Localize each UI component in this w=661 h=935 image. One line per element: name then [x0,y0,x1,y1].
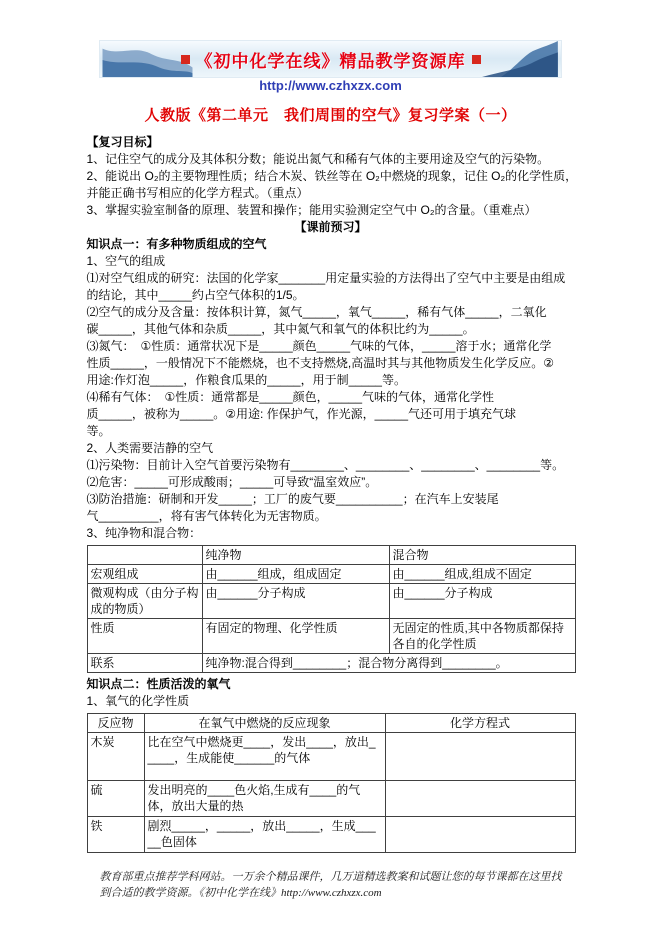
review-goal-line: 3、掌握实验室制备的原理、装置和操作；能用实验测定空气中 O₂的含量。（重难点） [86,203,537,217]
banner-title [175,47,487,72]
kp1-line: 等。 [86,424,111,438]
phenomenon-cell: 剧烈_____，_____，放出_____，生成_____色固体 [144,817,385,853]
oxygen-reactions-table [87,713,576,853]
review-goal-line: 并能正确书写相应的化学方程式。（重点） [86,186,309,200]
reactant-cell: 硫 [87,781,144,817]
phenomenon-cell: 比在空气中燃烧更____，发出____，放出_____，生成能使______的气体 [144,733,385,781]
equation-cell [385,781,575,817]
kp1-line: 3、纯净物和混合物： [86,526,202,540]
kp1-line: 用途:作灯泡_____，作粮食瓜果的_____，用于制_____等。 [86,373,406,387]
kp1-line: ⑴污染物：目前计入空气首要污染物有________、________、________、________等。 [86,458,565,472]
kp1-line: 碳_____，其他气体和杂质_____，其中氮气和氧气的体积比约为_____。 [86,322,475,336]
preview-heading: 【课前预习】 [294,220,367,234]
kp1-line: ⑴对空气组成的研究：法国的化学家_______用定量实验的方法得出了空气中主要是由组成 [86,271,566,285]
table-header-pure-cell: 纯净物 [202,546,389,565]
site-footer [100,869,562,901]
table-row [87,714,575,733]
review-goal-line: 2、能说出 O₂的主要物理性质；结合木炭、铁丝等在 O₂中燃烧的现象，记住 O₂的化学性质， [86,169,578,183]
pure-vs-mixture-table [87,545,576,673]
kp1-line: 气_________，将有害气体转化为无害物质。 [86,509,327,523]
document-body [86,134,578,853]
seal-icon [472,55,481,64]
reactant-header-cell: 反应物 [87,714,144,733]
kp1-line: ⑵危害：_____可形成酸雨；_____可导致“温室效应”。 [86,475,378,489]
kp1-line: ⑷稀有气体： ①性质：通常都是_____颜色，_____气味的气体，通常化学性 [86,390,494,404]
table-header-mixture-cell: 混合物 [389,546,575,565]
review-goal-line: 1、记住空气的成分及其体积分数；能说出氮气和稀有气体的主要用途及空气的污染物。 [86,152,550,166]
reactant-cell: 铁 [87,817,144,853]
kp2-subheading: 1、氧气的化学性质 [86,694,190,708]
relation-cell: 纯净物:混合得到________；混合物分离得到________。 [202,654,575,673]
row-label-cell: 宏观组成 [87,565,202,584]
banner-url [0,78,661,94]
banner-title-text: 《初中化学在线》精品教学资源库 [195,51,466,71]
pure-cell: 由______分子构成 [202,584,389,619]
row-label-cell: 联系 [87,654,202,673]
reactant-cell: 木炭 [87,733,144,781]
kp1-line: ⑵空气的成分及含量：按体积计算，氮气_____，氧气_____，稀有气体_____，二氧化 [86,305,547,319]
kp1-line: ⑶防治措施：研制和开发_____；工厂的废气要__________；在汽车上安装尾 [86,492,499,506]
kp1-line: ⑶氮气： ①性质：通常状况下是_____颜色_____气味的气体，_____溶于水；通常化学 [86,339,552,353]
page-title: 人教版《第二单元 我们周围的空气》复习学案（一） [144,107,517,124]
equation-cell [385,733,575,781]
pure-cell: 由______组成，组成固定 [202,565,389,584]
phenomenon-cell: 发出明亮的____色火焰,生成有____的气体，放出大量的热 [144,781,385,817]
seal-icon [181,55,190,64]
site-url-link[interactable]: http://www.czhxzx.com [259,78,402,93]
mixture-cell: 由______组成,组成不固定 [389,565,575,584]
kp1-line: 1、空气的组成 [86,254,166,268]
pure-cell: 有固定的物理、化学性质 [202,619,389,654]
equation-header-cell: 化学方程式 [385,714,575,733]
row-label-cell: 微观构成（由分子构成的物质） [87,584,202,619]
kp1-line: 性质_____，一般情况下不能燃烧，也不支持燃烧,高温时其与其他物质发生化学反应。② [86,356,554,370]
kp1-line: 2、人类需要洁静的空气 [86,441,214,455]
kp1-line: 质_____，被称为_____。②用途: 作保护气，作光源，_____气还可用于填充气球 [86,407,517,421]
review-goals-heading: 【复习目标】 [86,135,159,149]
table-row [87,546,575,565]
table-row [87,619,575,654]
knowledge-point-2-heading: 知识点二：性质活泼的氧气 [86,677,231,691]
table-row [87,733,575,781]
mixture-cell: 由______分子构成 [389,584,575,619]
table-row [87,817,575,853]
mixture-cell: 无固定的性质,其中各物质都保持各自的化学性质 [389,619,575,654]
table-row [87,654,575,673]
table-row [87,781,575,817]
footer-url-link[interactable]: http://www.czhxzx.com [281,887,382,899]
row-label-cell: 性质 [87,619,202,654]
kp1-line: 的结论，其中_____约占空气体积的1/5。 [86,288,305,302]
table-row [87,565,575,584]
equation-cell [385,817,575,853]
table-row [87,584,575,619]
site-banner [99,40,562,78]
table-header-blank-cell [87,546,202,565]
knowledge-point-1-heading: 知识点一：有多种物质组成的空气 [86,237,267,251]
phenomenon-header-cell: 在氧气中燃烧的反应现象 [144,714,385,733]
footer-text: 教育部重点推荐学科网站。一万余个精品课件，几万道精选教案和试题让您的每节课都在这里找到合适的教学资源。《初中化学在线》 [99,871,562,899]
